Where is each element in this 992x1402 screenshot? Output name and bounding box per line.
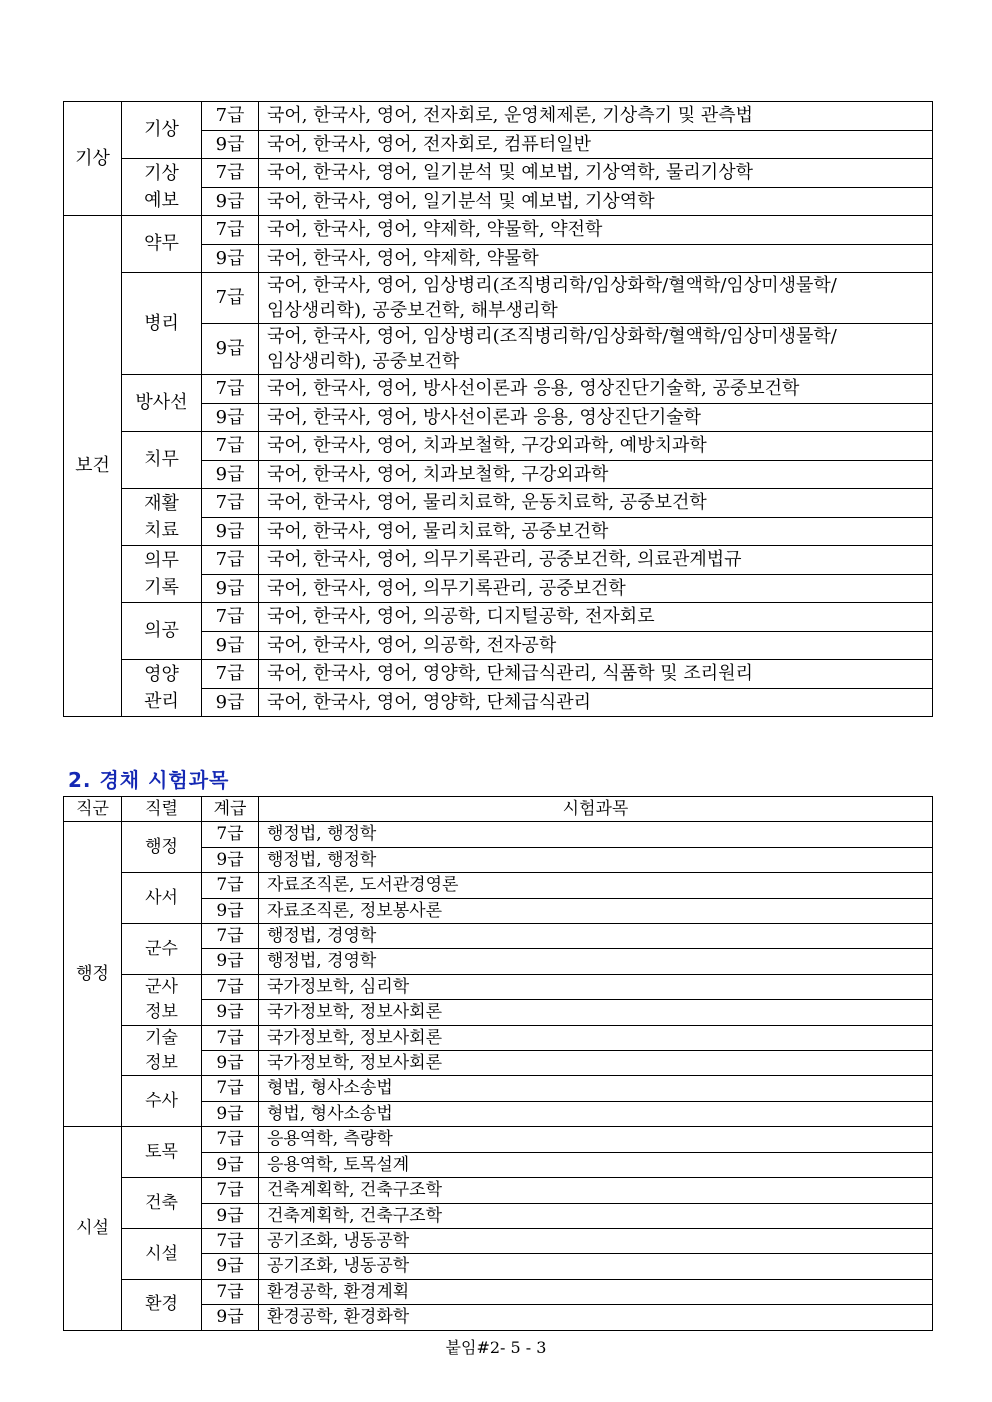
header-field: 직렬 — [122, 797, 202, 822]
job-series-cell: 병리 — [122, 273, 202, 375]
subjects-cell: 국어, 한국사, 영어, 일기분석 및 예보법, 기상역학 — [259, 187, 933, 216]
page-number: 붙임#2- 5 - 3 — [445, 1338, 547, 1357]
header-gun: 직군 — [64, 797, 122, 822]
grade-cell: 7급 — [202, 822, 259, 847]
subjects-cell: 공기조화, 냉동공학 — [259, 1254, 933, 1279]
grade-cell: 9급 — [202, 1152, 259, 1177]
job-series-cell: 행정 — [122, 822, 202, 873]
subjects-cell: 국가정보학, 정보사회론 — [259, 1000, 933, 1025]
grade-cell: 7급 — [202, 974, 259, 999]
grade-cell: 7급 — [202, 1279, 259, 1304]
subjects-cell: 국어, 한국사, 영어, 영양학, 단체급식관리, 식품학 및 조리원리 — [259, 660, 933, 689]
job-series-cell: 군사 정보 — [122, 974, 202, 1025]
subjects-table-continued — [63, 101, 933, 717]
table-row — [64, 1228, 933, 1253]
job-series-cell: 치무 — [122, 432, 202, 489]
job-series-cell: 토목 — [122, 1127, 202, 1178]
job-series-cell: 사서 — [122, 873, 202, 924]
subjects-cell: 국어, 한국사, 영어, 임상병리(조직병리학/임상화학/혈액학/임상미생물학/ 임상생리학), 공중보건학 — [259, 324, 933, 375]
grade-cell: 7급 — [202, 432, 259, 461]
subjects-cell: 응용역학, 토목설계 — [259, 1152, 933, 1177]
grade-cell: 9급 — [202, 403, 259, 432]
job-series-cell: 건축 — [122, 1178, 202, 1229]
subjects-cell: 국어, 한국사, 영어, 약제학, 약물학, 약전학 — [259, 216, 933, 245]
subjects-cell: 국어, 한국사, 영어, 물리치료학, 운동치료학, 공중보건학 — [259, 489, 933, 518]
job-series-cell: 약무 — [122, 216, 202, 273]
subjects-cell: 국어, 한국사, 영어, 의무기록관리, 공중보건학, 의료관계법규 — [259, 546, 933, 575]
grade-cell: 7급 — [202, 1127, 259, 1152]
table-row — [64, 546, 933, 575]
subjects-cell: 공기조화, 냉동공학 — [259, 1228, 933, 1253]
job-series-cell: 의무 기록 — [122, 546, 202, 603]
job-series-cell: 군수 — [122, 924, 202, 975]
grade-cell: 9급 — [202, 574, 259, 603]
subjects-cell: 국어, 한국사, 영어, 치과보철학, 구강외과학 — [259, 460, 933, 489]
job-group-cell: 기상 — [64, 102, 122, 216]
header-subjects: 시험과목 — [259, 797, 933, 822]
subjects-cell: 국어, 한국사, 영어, 물리치료학, 공중보건학 — [259, 517, 933, 546]
table-row — [64, 873, 933, 898]
subjects-cell: 자료조직론, 정보봉사론 — [259, 898, 933, 923]
job-series-cell: 환경 — [122, 1279, 202, 1330]
job-group-cell: 시설 — [64, 1127, 122, 1330]
grade-cell: 9급 — [202, 688, 259, 717]
subjects-cell: 국어, 한국사, 영어, 영양학, 단체급식관리 — [259, 688, 933, 717]
grade-cell: 7급 — [202, 159, 259, 188]
subjects-cell: 환경공학, 환경계획 — [259, 1279, 933, 1304]
header-grade: 계급 — [202, 797, 259, 822]
grade-cell: 7급 — [202, 216, 259, 245]
table-row — [64, 102, 933, 131]
grade-cell: 9급 — [202, 1203, 259, 1228]
table-row — [64, 974, 933, 999]
grade-cell: 7급 — [202, 924, 259, 949]
table-row — [64, 1025, 933, 1050]
grade-cell: 7급 — [202, 603, 259, 632]
grade-cell: 7급 — [202, 1076, 259, 1101]
grade-cell: 7급 — [202, 375, 259, 404]
job-series-cell: 의공 — [122, 603, 202, 660]
table-row — [64, 822, 933, 847]
job-series-cell: 수사 — [122, 1076, 202, 1127]
subjects-cell: 국어, 한국사, 영어, 전자회로, 운영체제론, 기상측기 및 관측법 — [259, 102, 933, 131]
subjects-cell: 형법, 형사소송법 — [259, 1101, 933, 1126]
subjects-cell: 환경공학, 환경화학 — [259, 1305, 933, 1330]
grade-cell: 7급 — [202, 1178, 259, 1203]
job-group-cell: 보건 — [64, 216, 122, 717]
subjects-cell: 국어, 한국사, 영어, 방사선이론과 응용, 영상진단기술학, 공중보건학 — [259, 375, 933, 404]
table-row — [64, 1076, 933, 1101]
grade-cell: 9급 — [202, 244, 259, 273]
grade-cell: 9급 — [202, 1101, 259, 1126]
table-row — [64, 273, 933, 324]
grade-cell: 7급 — [202, 546, 259, 575]
subjects-cell: 국가정보학, 정보사회론 — [259, 1025, 933, 1050]
subjects-cell: 국어, 한국사, 영어, 의공학, 디지털공학, 전자회로 — [259, 603, 933, 632]
subjects-cell: 국어, 한국사, 영어, 치과보철학, 구강외과학, 예방치과학 — [259, 432, 933, 461]
subjects-cell: 형법, 형사소송법 — [259, 1076, 933, 1101]
subjects-cell: 국어, 한국사, 영어, 의무기록관리, 공중보건학 — [259, 574, 933, 603]
subjects-cell: 자료조직론, 도서관경영론 — [259, 873, 933, 898]
table-row — [64, 603, 933, 632]
grade-cell: 9급 — [202, 1254, 259, 1279]
grade-cell: 7급 — [202, 102, 259, 131]
job-series-cell: 기상 — [122, 102, 202, 159]
job-group-cell: 행정 — [64, 822, 122, 1127]
table-row — [64, 660, 933, 689]
subjects-cell: 건축계획학, 건축구조학 — [259, 1178, 933, 1203]
subjects-cell: 국가정보학, 심리학 — [259, 974, 933, 999]
subjects-cell: 응용역학, 측량학 — [259, 1127, 933, 1152]
job-series-cell: 기상 예보 — [122, 159, 202, 216]
section-title-career-exam: 2. 경채 시험과목 — [68, 768, 230, 792]
subjects-cell: 국어, 한국사, 영어, 약제학, 약물학 — [259, 244, 933, 273]
grade-cell: 9급 — [202, 460, 259, 489]
subjects-cell: 행정법, 행정학 — [259, 847, 933, 872]
subjects-cell: 행정법, 경영학 — [259, 924, 933, 949]
grade-cell: 9급 — [202, 517, 259, 546]
table-row — [64, 1279, 933, 1304]
job-series-cell: 기술 정보 — [122, 1025, 202, 1076]
grade-cell: 9급 — [202, 130, 259, 159]
grade-cell: 7급 — [202, 273, 259, 324]
table-row — [64, 1178, 933, 1203]
table-row — [64, 489, 933, 518]
table-row — [64, 924, 933, 949]
subjects-cell: 국어, 한국사, 영어, 방사선이론과 응용, 영상진단기술학 — [259, 403, 933, 432]
table-row — [64, 375, 933, 404]
grade-cell: 9급 — [202, 847, 259, 872]
table-row — [64, 159, 933, 188]
career-exam-subjects-table — [63, 796, 933, 1331]
grade-cell: 9급 — [202, 898, 259, 923]
subjects-cell: 행정법, 행정학 — [259, 822, 933, 847]
table-row — [64, 432, 933, 461]
table-row — [64, 216, 933, 245]
subjects-cell: 국가정보학, 정보사회론 — [259, 1051, 933, 1076]
subjects-cell: 건축계획학, 건축구조학 — [259, 1203, 933, 1228]
job-series-cell: 영양 관리 — [122, 660, 202, 717]
grade-cell: 9급 — [202, 1305, 259, 1330]
job-series-cell: 방사선 — [122, 375, 202, 432]
job-series-cell: 재활 치료 — [122, 489, 202, 546]
subjects-cell: 국어, 한국사, 영어, 일기분석 및 예보법, 기상역학, 물리기상학 — [259, 159, 933, 188]
subjects-cell: 국어, 한국사, 영어, 임상병리(조직병리학/임상화학/혈액학/임상미생물학/ 임상생리학), 공중보건학, 해부생리학 — [259, 273, 933, 324]
grade-cell: 9급 — [202, 1051, 259, 1076]
grade-cell: 7급 — [202, 873, 259, 898]
grade-cell: 9급 — [202, 324, 259, 375]
grade-cell: 9급 — [202, 949, 259, 974]
grade-cell: 9급 — [202, 1000, 259, 1025]
job-series-cell: 시설 — [122, 1228, 202, 1279]
subjects-cell: 행정법, 경영학 — [259, 949, 933, 974]
grade-cell: 9급 — [202, 187, 259, 216]
grade-cell: 9급 — [202, 631, 259, 660]
table-header-row — [64, 797, 933, 822]
grade-cell: 7급 — [202, 1025, 259, 1050]
table-row — [64, 1127, 933, 1152]
grade-cell: 7급 — [202, 660, 259, 689]
grade-cell: 7급 — [202, 1228, 259, 1253]
subjects-cell: 국어, 한국사, 영어, 전자회로, 컴퓨터일반 — [259, 130, 933, 159]
subjects-cell: 국어, 한국사, 영어, 의공학, 전자공학 — [259, 631, 933, 660]
grade-cell: 7급 — [202, 489, 259, 518]
